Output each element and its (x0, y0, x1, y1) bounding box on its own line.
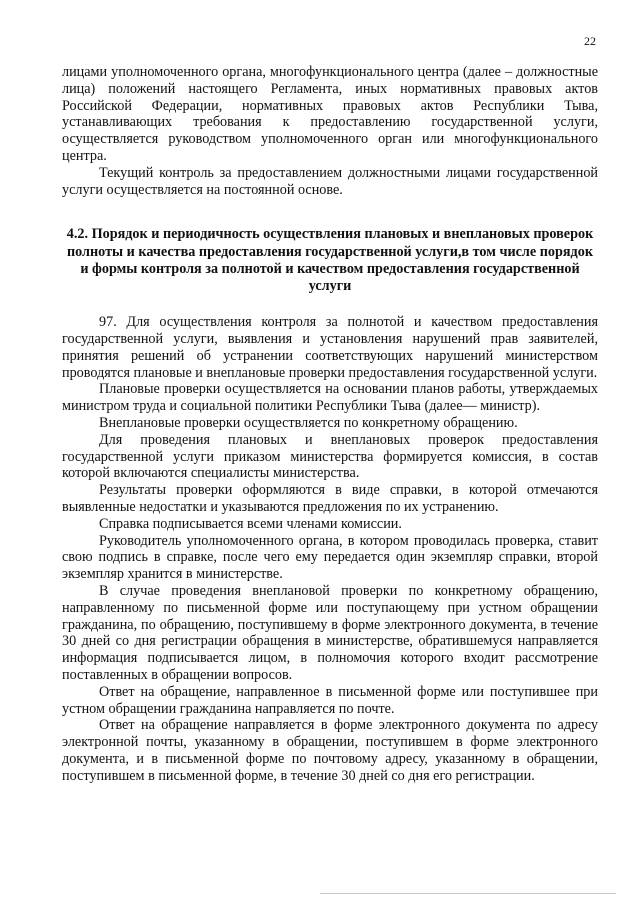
bottom-divider (320, 893, 616, 894)
paragraph-signing: Справка подписывается всеми членами комиссии. (99, 515, 402, 532)
section-heading: 4.2. Порядок и периодичность осуществления плановых и внеплановых проверок полноты и качества предоставления государственной услуги,в том числе порядок и формы контроля за полнотой и качеством предоставления государственной услуги (66, 226, 594, 294)
paragraph-unplanned-checks: Внеплановые проверки осуществляется по конкретному обращению. (99, 414, 518, 431)
page-content (62, 64, 598, 785)
paragraph-results: Результаты проверки оформляются в виде справки, в которой отмечаются выявленные недостатки и указываются предложения по их устранению. (62, 482, 598, 515)
paragraph-postal-response: Ответ на обращение, направленное в письменной форме или поступившее при устном обращении гражданина направляется по почте. (62, 683, 598, 717)
intro-paragraph: Текущий контроль за предоставлением должностными лицами государственной услуги осуществляется на постоянной основе. (62, 164, 598, 198)
page-number: 22 (584, 34, 596, 48)
paragraph-97: 97. Для осуществления контроля за полнотой и качеством предоставления государственной услуги, выявления и установления нарушений прав заявителей, принятия решений об устранении соответствующих нарушений министерством проводятся плановые и внеплановые проверки предоставления государственной услуги. (62, 314, 598, 381)
paragraph-planned-checks: Плановые проверки осуществляется на основании планов работы, утверждаемых министром труда и социальной политики Республики Тыва (далее— министр). (62, 381, 598, 415)
intro-paragraph-continuation: лицами уполномоченного органа, многофункционального центра (далее – должностные лица) положений настоящего Регламента, иных нормативных правовых актов Российской Федерации, нормативных правовых актов Республики Тыва, устанавливающих требования к предоставлению государственной услуги, осуществляется руководством уполномоченного орган или многофункционального центра. (62, 64, 598, 164)
paragraph-unplanned-response: В случае проведения внеплановой проверки по конкретному обращению, направленному по письменной форме или поступающему при устном обращении гражданина, по обращению, поступившему в форме электронного документа, в течение 30 дней со дня регистрации обращения в министерстве, обратившемуся направляется информация подписывается лицом, в полномочия которого входит рассмотрение поставленных в обращении вопросов. (62, 582, 598, 683)
paragraph-electronic-response: Ответ на обращение направляется в форме электронного документа по адресу электронной почты, указанному в обращении, поступившем в форме электронного документа, и в письменной форме по почтовому адресу, указанному в обращении, поступившем в письменной форме, в течение 30 дней со дня его регистрации. (62, 717, 598, 784)
paragraph-commission: Для проведения плановых и внеплановых проверок предоставления государственной услуги приказом министерства формируется комиссия, в состав которой включаются специалисты министерства. (62, 431, 598, 482)
paragraph-head-signature: Руководитель уполномоченного органа, в котором проводилась проверка, ставит свою подпись в справке, после чего ему передается один экземпляр справки, второй экземпляр хранится в министерстве. (62, 532, 598, 583)
